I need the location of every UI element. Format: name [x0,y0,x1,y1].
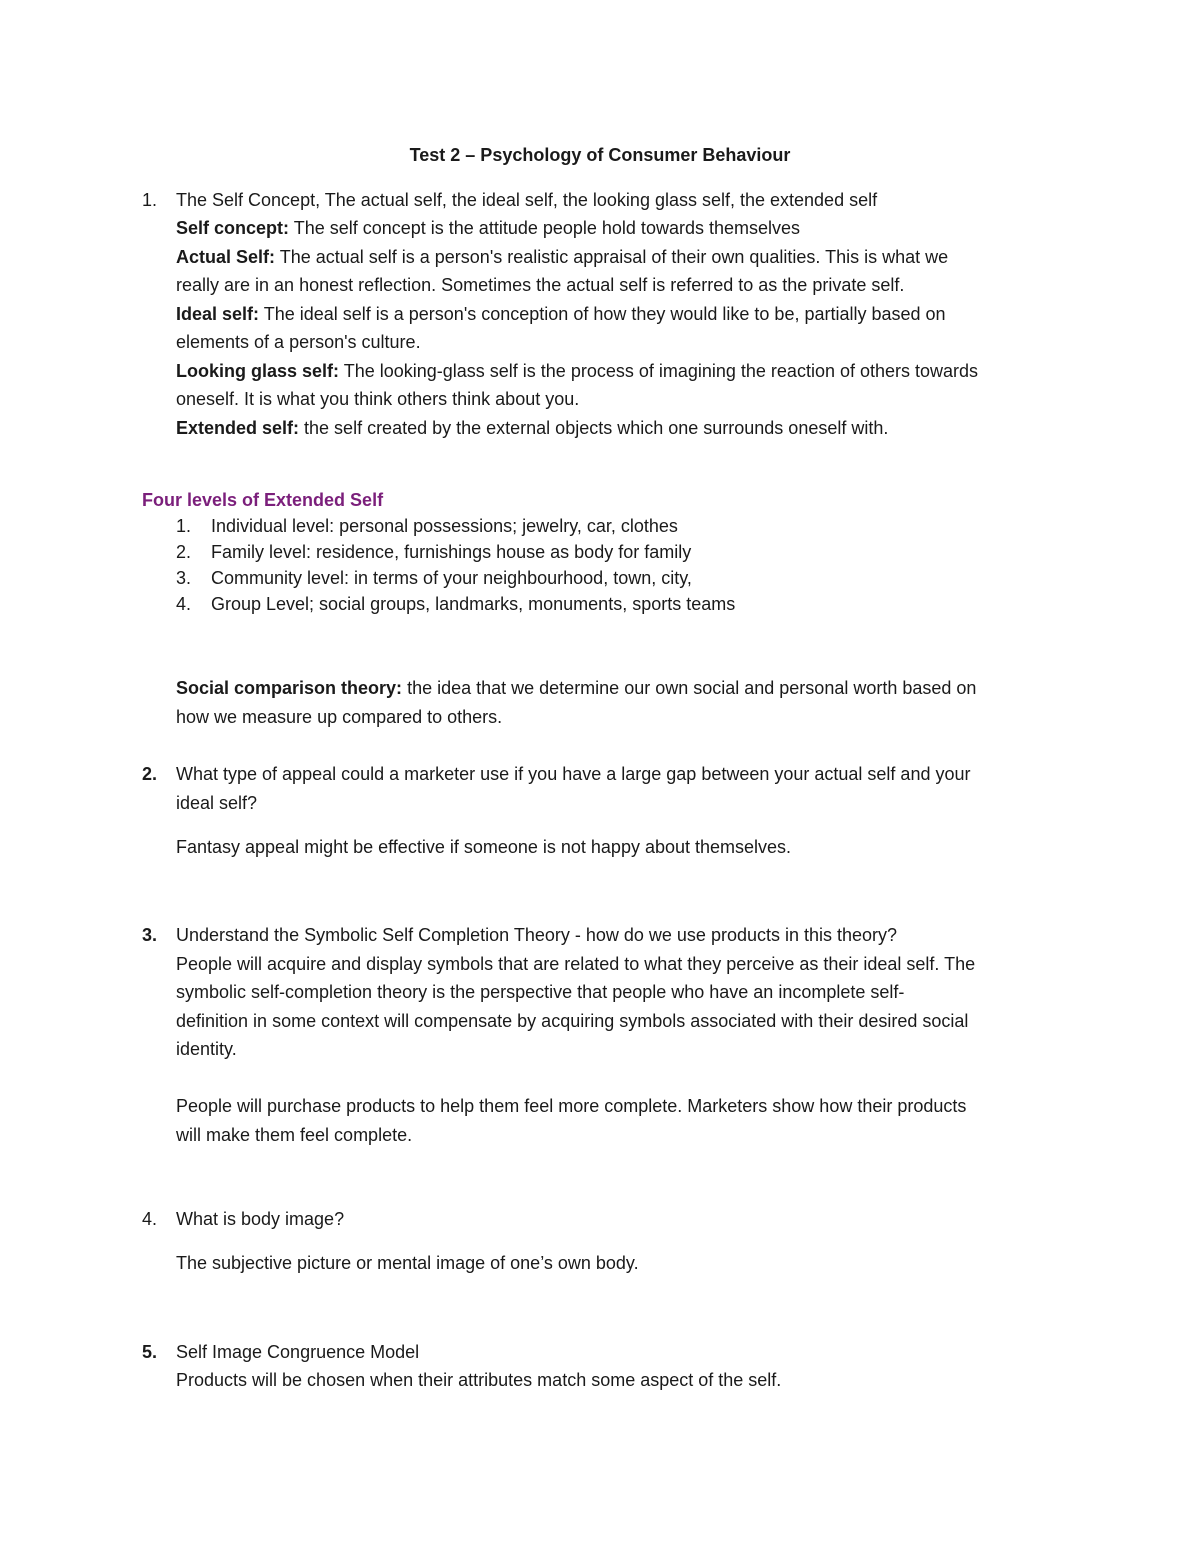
level-3-text: Community level: in terms of your neighbourhood, town, city, [211,568,692,588]
q2-number: 2. [142,764,158,784]
actual-self-definition: The actual self is a person's realistic appraisal of their own qualities. This is what we [275,247,949,267]
document-title: Test 2 – Psychology of Consumer Behaviour [409,145,791,165]
q3-answer-line-3: definition in some context will compensate by acquiring symbols associated with their desired social [176,1011,969,1031]
looking-glass-definition: The looking-glass self is the process of imagining the reaction of others towards [339,361,979,381]
level-1-text: Individual level: personal possessions; jewelry, car, clothes [211,516,678,536]
social-comparison-definition: the idea that we determine our own social and personal worth based on [402,678,977,698]
looking-glass-definition-cont: oneself. It is what you think others think about you. [176,389,580,409]
level-2-number: 2. [176,542,192,562]
ideal-self-term: Ideal self: [176,304,260,324]
self-concept-line [176,217,800,239]
q4-question: What is body image? [176,1209,345,1229]
social-comparison-term: Social comparison theory: [176,678,403,698]
extended-self-definition: the self created by the external objects which one surrounds oneself with. [299,418,889,438]
actual-self-term: Actual Self: [176,247,276,267]
level-2-text: Family level: residence, furnishings house as body for family [211,542,692,562]
actual-self-definition-cont: really are in an honest reflection. Sometimes the actual self is referred to as the private self. [176,275,905,295]
q3-answer-line-5: People will purchase products to help them feel more complete. Marketers show how their products [176,1096,967,1116]
actual-self-line [176,246,948,268]
q1-number: 1. [142,190,158,210]
looking-glass-line [176,360,978,382]
social-comparison-definition-cont: how we measure up compared to others. [176,707,503,727]
q4-answer: The subjective picture or mental image of one’s own body. [176,1253,639,1273]
q3-question: Understand the Symbolic Self Completion Theory - how do we use products in this theory? [176,925,898,945]
ideal-self-definition-cont: elements of a person's culture. [176,332,421,352]
q1-question: The Self Concept, The actual self, the ideal self, the looking glass self, the extended self [176,190,878,210]
ideal-self-line [176,303,946,325]
ideal-self-definition: The ideal self is a person's conception of how they would like to be, partially based on [259,304,946,324]
looking-glass-term: Looking glass self: [176,361,340,381]
q3-answer-line-4: identity. [176,1039,237,1059]
extended-self-line [176,417,888,439]
level-3-number: 3. [176,568,192,588]
q3-answer-line-6: will make them feel complete. [176,1125,413,1145]
level-4-text: Group Level; social groups, landmarks, monuments, sports teams [211,594,736,614]
self-concept-term: Self concept: [176,218,290,238]
q3-number: 3. [142,925,158,945]
extended-self-term: Extended self: [176,418,300,438]
q2-answer: Fantasy appeal might be effective if someone is not happy about themselves. [176,837,792,857]
q3-answer-line-2: symbolic self-completion theory is the perspective that people who have an incomplete self- [176,982,905,1002]
q2-question: What type of appeal could a marketer use if you have a large gap between your actual self and your [176,764,971,784]
level-1-number: 1. [176,516,192,536]
q5-answer: Products will be chosen when their attributes match some aspect of the self. [176,1370,782,1390]
four-levels-heading: Four levels of Extended Self [142,490,384,510]
q2-question-cont: ideal self? [176,793,258,813]
level-4-number: 4. [176,594,192,614]
q5-number: 5. [142,1342,158,1362]
q3-answer-line-1: People will acquire and display symbols that are related to what they perceive as their ideal self. The [176,954,976,974]
q4-number: 4. [142,1209,158,1229]
q5-question: Self Image Congruence Model [176,1342,420,1362]
self-concept-definition: The self concept is the attitude people hold towards themselves [289,218,801,238]
social-comparison-line [176,677,976,699]
